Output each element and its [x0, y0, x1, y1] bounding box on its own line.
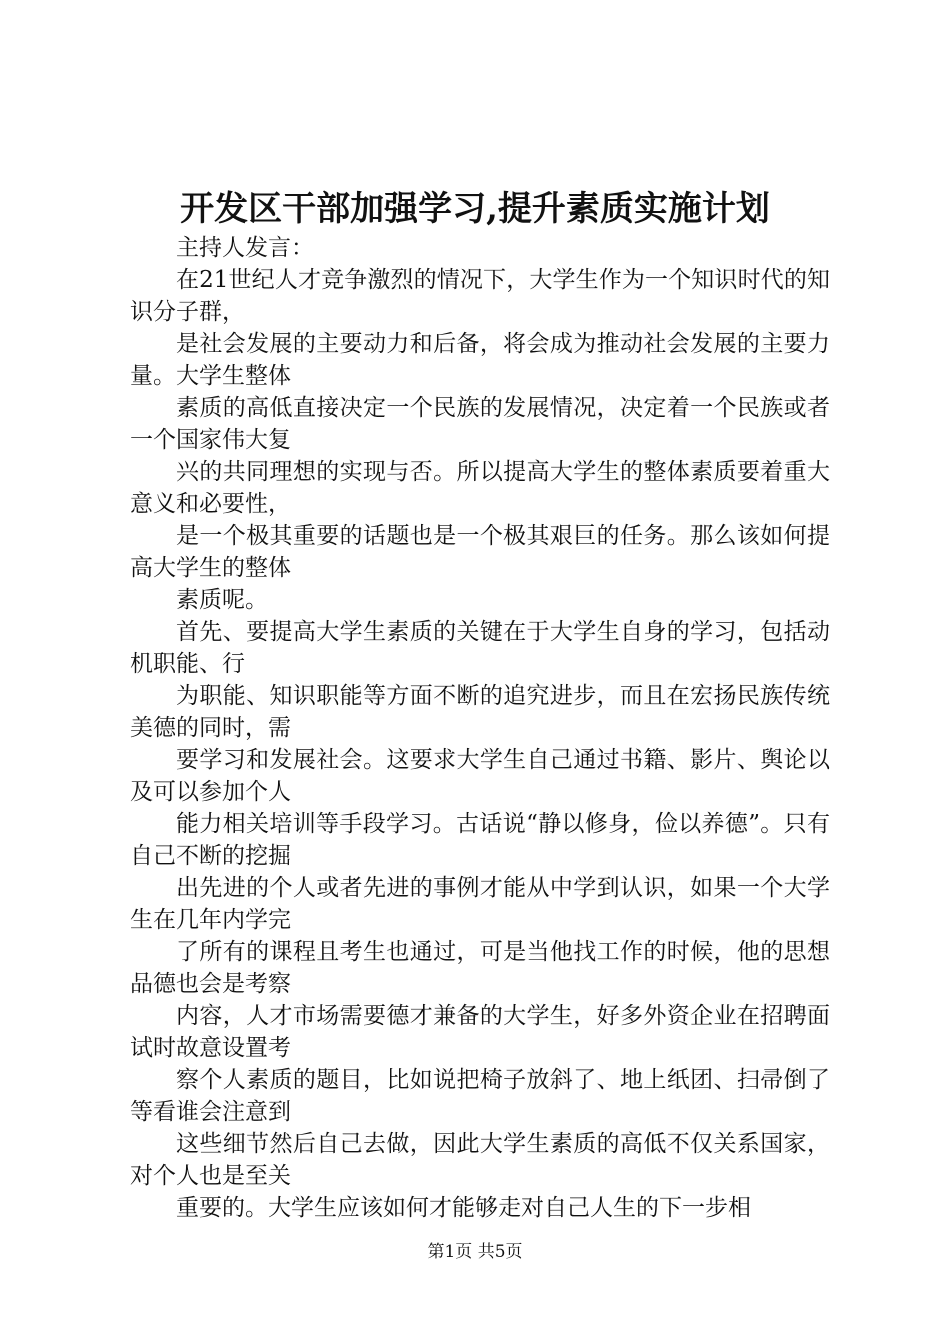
paragraph: 能力相关培训等手段学习。古话说“静以修身，俭以养德”。只有自己不断的挖掘 — [130, 811, 830, 869]
paragraph: 重要的。大学生应该如何才能够走对自己人生的下一步相 — [176, 1195, 751, 1221]
paragraph: 出先进的个人或者先进的事例才能从中学到认识，如果一个大学生在几年内学完 — [130, 875, 830, 933]
document-body — [130, 232, 830, 1224]
paragraph: 素质呢。 — [176, 587, 268, 613]
paragraph: 是一个极其重要的话题也是一个极其艰巨的任务。那么该如何提高大学生的整体 — [130, 523, 830, 581]
document-title: 开发区干部加强学习,提升素质实施计划 — [180, 189, 770, 229]
paragraph: 是社会发展的主要动力和后备，将会成为推动社会发展的主要力量。大学生整体 — [130, 331, 830, 389]
paragraph: 素质的高低直接决定一个民族的发展情况，决定着一个民族或者一个国家伟大复 — [130, 395, 830, 453]
page-number-footer: 第1页 共5页 — [427, 1242, 523, 1262]
paragraph: 主持人发言： — [176, 235, 314, 261]
paragraph: 兴的共同理想的实现与否。所以提高大学生的整体素质要着重大意义和必要性， — [130, 459, 830, 517]
paragraph: 内容，人才市场需要德才兼备的大学生，好多外资企业在招聘面试时故意设置考 — [130, 1003, 830, 1061]
paragraph: 在21世纪人才竞争激烈的情况下，大学生作为一个知识时代的知识分子群， — [130, 267, 830, 325]
paragraph: 这些细节然后自己去做，因此大学生素质的高低不仅关系国家，对个人也是至关 — [130, 1131, 830, 1189]
paragraph: 要学习和发展社会。这要求大学生自己通过书籍、影片、舆论以及可以参加个人 — [130, 747, 830, 805]
paragraph: 首先、要提高大学生素质的关键在于大学生自身的学习，包括动机职能、行 — [130, 619, 830, 677]
paragraph: 为职能、知识职能等方面不断的追究进步，而且在宏扬民族传统美德的同时，需 — [130, 683, 830, 741]
paragraph: 了所有的课程且考生也通过，可是当他找工作的时候，他的思想品德也会是考察 — [130, 939, 830, 997]
paragraph: 察个人素质的题目，比如说把椅子放斜了、地上纸团、扫帚倒了等看谁会注意到 — [130, 1067, 830, 1125]
